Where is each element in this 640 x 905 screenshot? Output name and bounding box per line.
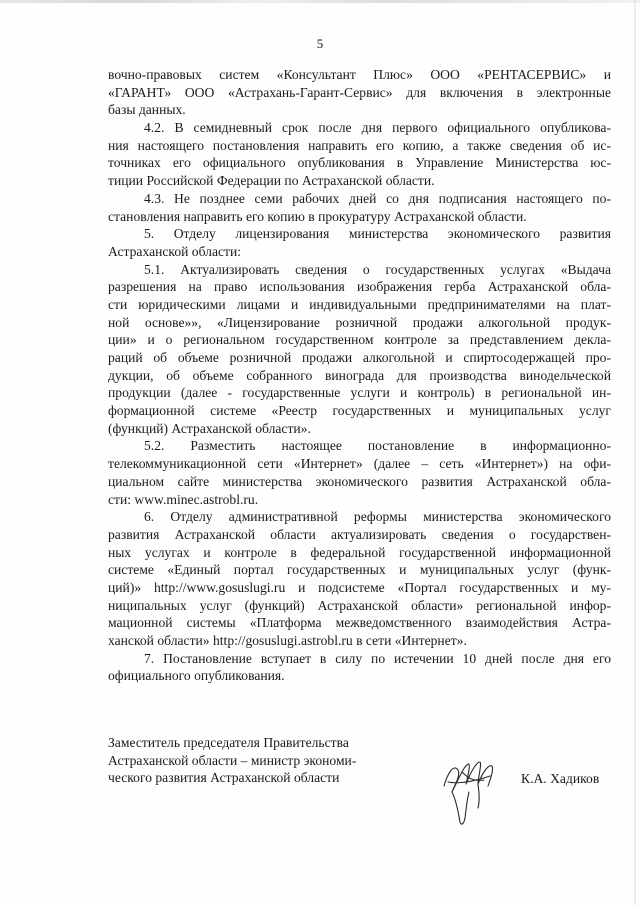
paragraph-line: ниципальных услуг (функций) Астраханской области» региональной инфор- (108, 597, 611, 613)
paragraph-line: ных услугах и контроле в федеральной государственной информационной (108, 544, 611, 560)
scan-edge-top (0, 0, 640, 3)
paragraph-line: формационной системе «Реестр государственных и муниципальных услуг (108, 403, 611, 419)
paragraph-line: становления направить его копию в прокуратуру Астраханской области. (108, 208, 527, 224)
page-number: 5 (316, 36, 324, 51)
paragraph-line: «ГАРАНТ» ООО «Астрахань-Гарант-Сервис» для включения в электронные (108, 84, 611, 100)
paragraph (108, 66, 611, 119)
paragraph-line: циальном сайте министерства экономического развития Астраханской обла- (108, 473, 611, 489)
paragraph-line: (функций) Астраханской области». (108, 420, 311, 436)
paragraph-line: Астраханской области: (108, 243, 242, 259)
signatory-position (108, 734, 408, 787)
paragraph-line: ханской области» http://gosuslugi.astrobl.ru в сети «Интернет». (108, 633, 467, 648)
signatory-position-line: ческого развития Астраханской области (108, 770, 340, 786)
paragraph-line: 5.2. Разместить настоящее постановление в информационно- (144, 438, 611, 454)
paragraph-line: системе «Единый портал государственных и муниципальных услуг (функ- (108, 562, 611, 578)
paragraph-line: мационной системы «Платформа межведомственного взаимодействия Астра- (108, 615, 611, 631)
paragraph-line: ции» и о региональном государственном контроле за представлением декла- (108, 332, 611, 348)
paragraph-line: ций)» http://www.gosuslugi.ru и подсистеме «Портал государственных и му- (108, 579, 611, 595)
scan-edge-right (634, 0, 636, 905)
paragraph-line: сти: www.minec.astrobl.ru. (108, 491, 259, 507)
paragraph (108, 225, 611, 260)
paragraph-line: 5.1. Актуализировать сведения о государственных услугах «Выдача (144, 261, 611, 277)
paragraph-line: 4.2. В семидневный срок после дня первого официального опубликова- (144, 120, 611, 136)
paragraph (108, 190, 611, 225)
paragraph-line: ной основе»», «Лицензирование розничной продажи алкогольной продук- (108, 314, 611, 330)
paragraph-line: 6. Отделу административной реформы министерства экономического (144, 509, 611, 525)
paragraph-line: ния настоящего постановления направить его копию, а также сведения об ис- (108, 137, 611, 153)
paragraph-line: точниках его официального опубликования в Управление Министерства юс- (108, 155, 611, 171)
paragraph-line: разрешения на право использования изображения герба Астраханской обла- (108, 279, 611, 295)
paragraph-line: дукции, об объеме собранного винограда для производства винодельческой (108, 367, 611, 383)
paragraph (108, 261, 611, 438)
paragraph-line: тиции Российской Федерации по Астраханской области. (108, 173, 435, 189)
paragraph (108, 508, 611, 650)
signer-name: К.А. Хадиков (521, 771, 600, 786)
paragraph-line: вочно-правовых систем «Консультант Плюс» ООО «РЕНТАСЕРВИС» и (108, 67, 611, 82)
signatory-position-line: Заместитель председателя Правительства (108, 735, 349, 750)
paragraph-line: 5. Отделу лицензирования министерства экономического развития (144, 226, 611, 242)
paragraph-line: телекоммуникационной сети «Интернет» (далее – сеть «Интернет») на офи- (108, 456, 611, 472)
paragraph (108, 119, 611, 190)
handwritten-signature (438, 752, 500, 830)
paragraph (108, 437, 611, 508)
paragraph-line: развития Астраханской области актуализировать сведения о государствен- (108, 526, 611, 542)
paragraph (108, 650, 611, 685)
paragraph-line: раций об объеме розничной продажи алкогольной и спиртосодержащей про- (108, 350, 611, 365)
paragraph-line: официального опубликования. (108, 668, 285, 684)
paragraph-line: продукции (далее - государственные услуги и контроль) в региональной ин- (108, 385, 611, 401)
paragraph-line: базы данных. (108, 102, 186, 118)
document-body (108, 66, 611, 685)
paragraph-line: 4.3. Не позднее семи рабочих дней со дня подписания настоящего по- (144, 190, 611, 206)
paragraph-line: сти юридическими лицами и индивидуальными предпринимателями на плат- (108, 296, 611, 312)
signatory-position-line: Астраханской области – министр экономи- (108, 752, 357, 768)
paragraph-line: 7. Постановление вступает в силу по истечении 10 дней после дня его (144, 650, 611, 666)
